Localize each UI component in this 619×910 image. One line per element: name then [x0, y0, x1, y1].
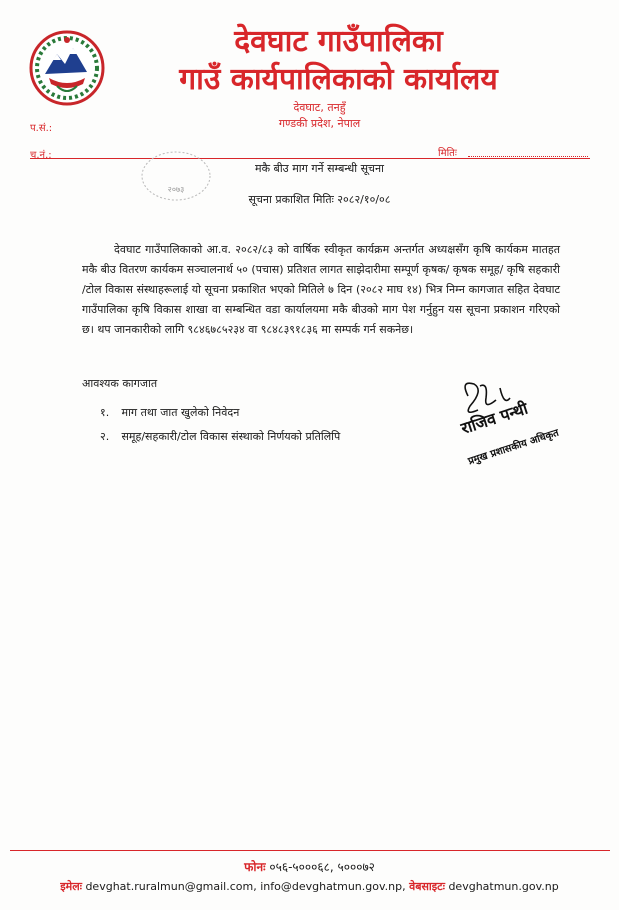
- website-label: वेबसाइटः: [409, 880, 445, 893]
- document-text: समूह/सहकारी/टोल विकास संस्थाको निर्णयको प्रतिलिपि: [121, 430, 341, 443]
- notice-subject: मकै बीउ माग गर्ने सम्बन्धी सूचना: [255, 162, 384, 175]
- email-label: इमेलः: [60, 880, 82, 893]
- office-name: देवघाट गाउँपालिका: [234, 24, 443, 59]
- footer-phone: [0, 858, 619, 875]
- date-line: [468, 156, 588, 157]
- email-value[interactable]: devghat.ruralmun@gmail.com, info@devghatmun.gov.np,: [85, 880, 406, 893]
- document-number: २.: [100, 430, 110, 443]
- document-item: [100, 405, 239, 420]
- signatory-name: राजिव पन्थी: [458, 398, 531, 438]
- notice-published-date: सूचना प्रकाशित मितिः २०८२/१०/०८: [248, 193, 391, 206]
- date-label: मितिः: [438, 148, 457, 159]
- website-value[interactable]: devghatmun.gov.np: [448, 880, 559, 893]
- stamp-number: २०७३: [167, 185, 185, 194]
- signatory-title: प्रमुख प्रशासकीय अधिकृत: [466, 427, 561, 468]
- phone-value: ०५६-५०००६८, ५०००७२: [269, 860, 375, 874]
- document-number: १.: [100, 406, 110, 419]
- address-line-2: गण्डकी प्रदेश, नेपाल: [278, 117, 361, 130]
- footer-contacts: [0, 879, 619, 894]
- handwritten-signature: [440, 376, 580, 486]
- header-divider: [30, 158, 590, 159]
- footer-divider: [10, 850, 610, 851]
- documents-heading: आवश्यक कागजात: [82, 377, 158, 390]
- notice-body: देवघाट गाउँपालिकाको आ.व. २०८२/८३ को वार्षिक स्वीकृत कार्यक्रम अन्तर्गत अध्यक्षसँग कृषि कार्यकम मातहत मकै बीउ वितरण कार्यकम सञ्चालनार्थ ५० (पचास) प्रतिशत लागत साझेदारीमा सम्पूर्ण कृषक/ कृषक समूह/ कृषि सहकारी /टोल विकास संस्थाहरूलाई यो सूचना प्रकाशित भएको मितिले ७ दिन (२०८२ माघ १४) भित्र निम्न कागजात सहित देवघाट गाउँपालिका कृषि विकास शाखा वा सम्बन्धित वडा कार्यालयमा मकै बीउको माग पेश गर्नुहुन यस सूचना प्रकाशन गरिएको छ। थप जानकारीको लागि ९८४६७८५२३४ वा ९८४८३९१८३६ मा सम्पर्क गर्न सकनेछ।: [82, 243, 560, 336]
- document-item: [100, 429, 340, 444]
- chalani-number-label: च.नं.:: [30, 150, 52, 161]
- office-subtitle: गाउँ कार्यपालिकाको कार्यालय: [179, 62, 498, 97]
- address-line-1: देवघाट, तनहुँ: [293, 101, 346, 114]
- phone-label: फोनः: [244, 860, 266, 874]
- patra-sankhya-label: प.सं.:: [30, 123, 53, 134]
- document-text: माग तथा जात खुलेको निवेदन: [121, 406, 240, 419]
